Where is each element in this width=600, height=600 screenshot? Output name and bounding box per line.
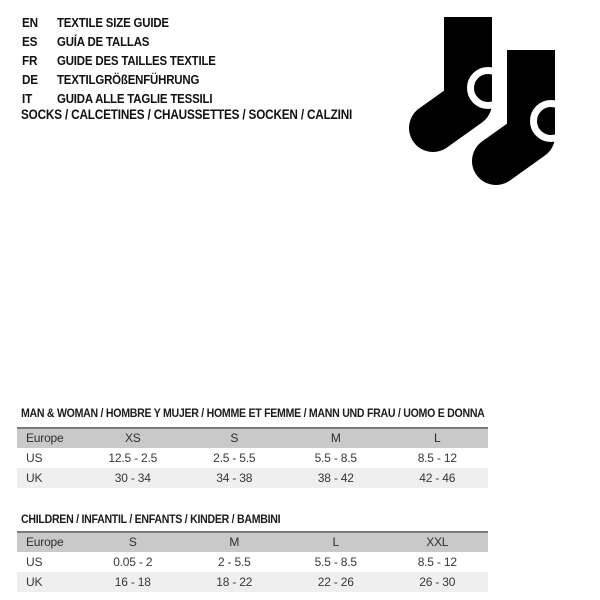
size-cell: 0.05 - 2 (113, 555, 153, 569)
size-cell: 8.5 - 12 (417, 555, 457, 569)
size-table-man-woman (17, 427, 488, 488)
header-cell-size: M (229, 535, 240, 549)
header-cell-size: L (434, 431, 441, 445)
language-row-en (22, 13, 237, 32)
header-cell-size: L (332, 535, 339, 549)
size-cell: 42 - 46 (419, 471, 456, 485)
language-code: EN (22, 15, 38, 30)
language-label: TEXTILE SIZE GUIDE (57, 15, 169, 30)
region-cell: UK (26, 575, 43, 589)
table-title-man-woman: MAN & WOMAN / HOMBRE Y MUJER / HOMME ET FEMME / MANN UND FRAU / UOMO E DONNA (21, 408, 485, 420)
header-cell-size: S (230, 431, 239, 445)
size-cell: 5.5 - 8.5 (314, 451, 357, 465)
table-header-row (17, 427, 488, 448)
language-row-de (22, 70, 237, 89)
header-cell-size: XXL (426, 535, 449, 549)
size-cell: 8.5 - 12 (417, 451, 457, 465)
table-title-children: CHILDREN / INFANTIL / ENFANTS / KINDER / BAMBINI (21, 514, 281, 526)
size-cell: 18 - 22 (216, 575, 253, 589)
language-code: ES (22, 34, 38, 49)
header-cell-region: Europe (26, 535, 64, 549)
header-cell-size: M (330, 431, 341, 445)
size-cell: 12.5 - 2.5 (108, 451, 158, 465)
language-code: IT (22, 91, 33, 106)
table-row-uk (17, 572, 488, 592)
header-cell-size: S (128, 535, 137, 549)
size-cell: 30 - 34 (114, 471, 151, 485)
language-label: GUÍA DE TALLAS (57, 34, 150, 49)
table-row-us (17, 448, 488, 468)
language-code: FR (22, 53, 38, 68)
language-row-es (22, 32, 237, 51)
language-list (22, 13, 237, 108)
size-cell: 2 - 5.5 (217, 555, 251, 569)
size-cell: 38 - 42 (317, 471, 354, 485)
table-row-us (17, 552, 488, 572)
category-heading: SOCKS / CALCETINES / CHAUSSETTES / SOCKEN / CALZINI (21, 107, 353, 122)
size-cell: 34 - 38 (216, 471, 253, 485)
table-row-uk (17, 468, 488, 488)
region-cell: US (26, 451, 43, 465)
size-cell: 5.5 - 8.5 (314, 555, 357, 569)
language-label: GUIDE DES TAILLES TEXTILE (57, 53, 216, 68)
region-cell: US (26, 555, 43, 569)
region-cell: UK (26, 471, 43, 485)
language-row-it (22, 89, 237, 108)
size-table-children (17, 531, 488, 592)
language-row-fr (22, 51, 237, 70)
socks-icon (390, 0, 600, 190)
size-cell: 16 - 18 (114, 575, 151, 589)
size-cell: 22 - 26 (317, 575, 354, 589)
language-code: DE (22, 72, 38, 87)
size-cell: 2.5 - 5.5 (213, 451, 256, 465)
language-label: TEXTILGRÖßENFÜHRUNG (57, 72, 200, 87)
header-cell-region: Europe (26, 431, 64, 445)
table-header-row (17, 531, 488, 552)
size-cell: 26 - 30 (419, 575, 456, 589)
header-cell-size: XS (124, 431, 141, 445)
language-label: GUIDA ALLE TAGLIE TESSILI (57, 91, 213, 106)
